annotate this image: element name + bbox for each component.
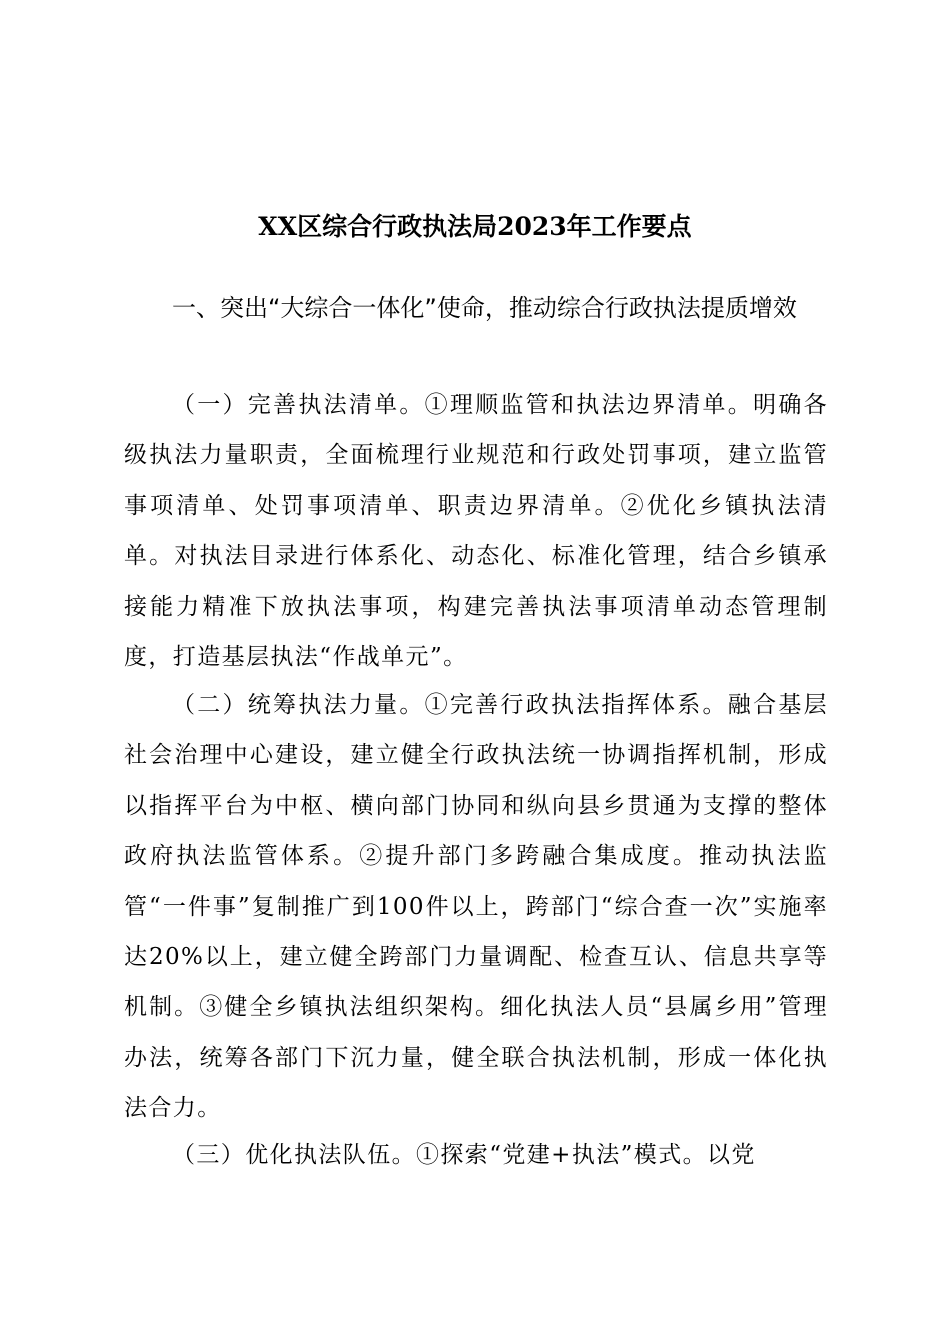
section-heading: 一、突出“大综合一体化”使命，推动综合行政执法提质增效 <box>172 294 797 322</box>
paragraph-2: （二）统筹执法力量。①完善行政执法指挥体系。融合基层社会治理中心建设，建立健全行政执法统一协调指挥机制，形成以指挥平台为中枢、横向部门协同和纵向县乡贯通为支撑的整体政府执法监管体系。②提升部门多跨融合集成度。推动执法监管“一件事”复制推广到100件以上，跨部门“综合查一次”实施率达20%以上，建立健全跨部门力量调配、检查互认、信息共享等机制。③健全乡镇执法组织架构。细化执法人员“县属乡用”管理办法，统筹各部门下沉力量，健全联合执法机制，形成一体化执法合力。 <box>124 692 828 1122</box>
paragraph-1: （一）完善执法清单。①理顺监管和执法边界清单。明确各级执法力量职责，全面梳理行业规范和行政处罚事项，建立监管事项清单、处罚事项清单、职责边界清单。②优化乡镇执法清单。对执法目录进行体系化、动态化、标准化管理，结合乡镇承接能力精准下放执法事项，构建完善执法事项清单动态管理制度，打造基层执法“作战单元”。 <box>124 392 828 671</box>
document-title: XX区综合行政执法局2023年工作要点 <box>258 212 692 241</box>
paragraph-3: （三）优化执法队伍。①探索“党建+执法”模式。以党 <box>172 1142 756 1168</box>
